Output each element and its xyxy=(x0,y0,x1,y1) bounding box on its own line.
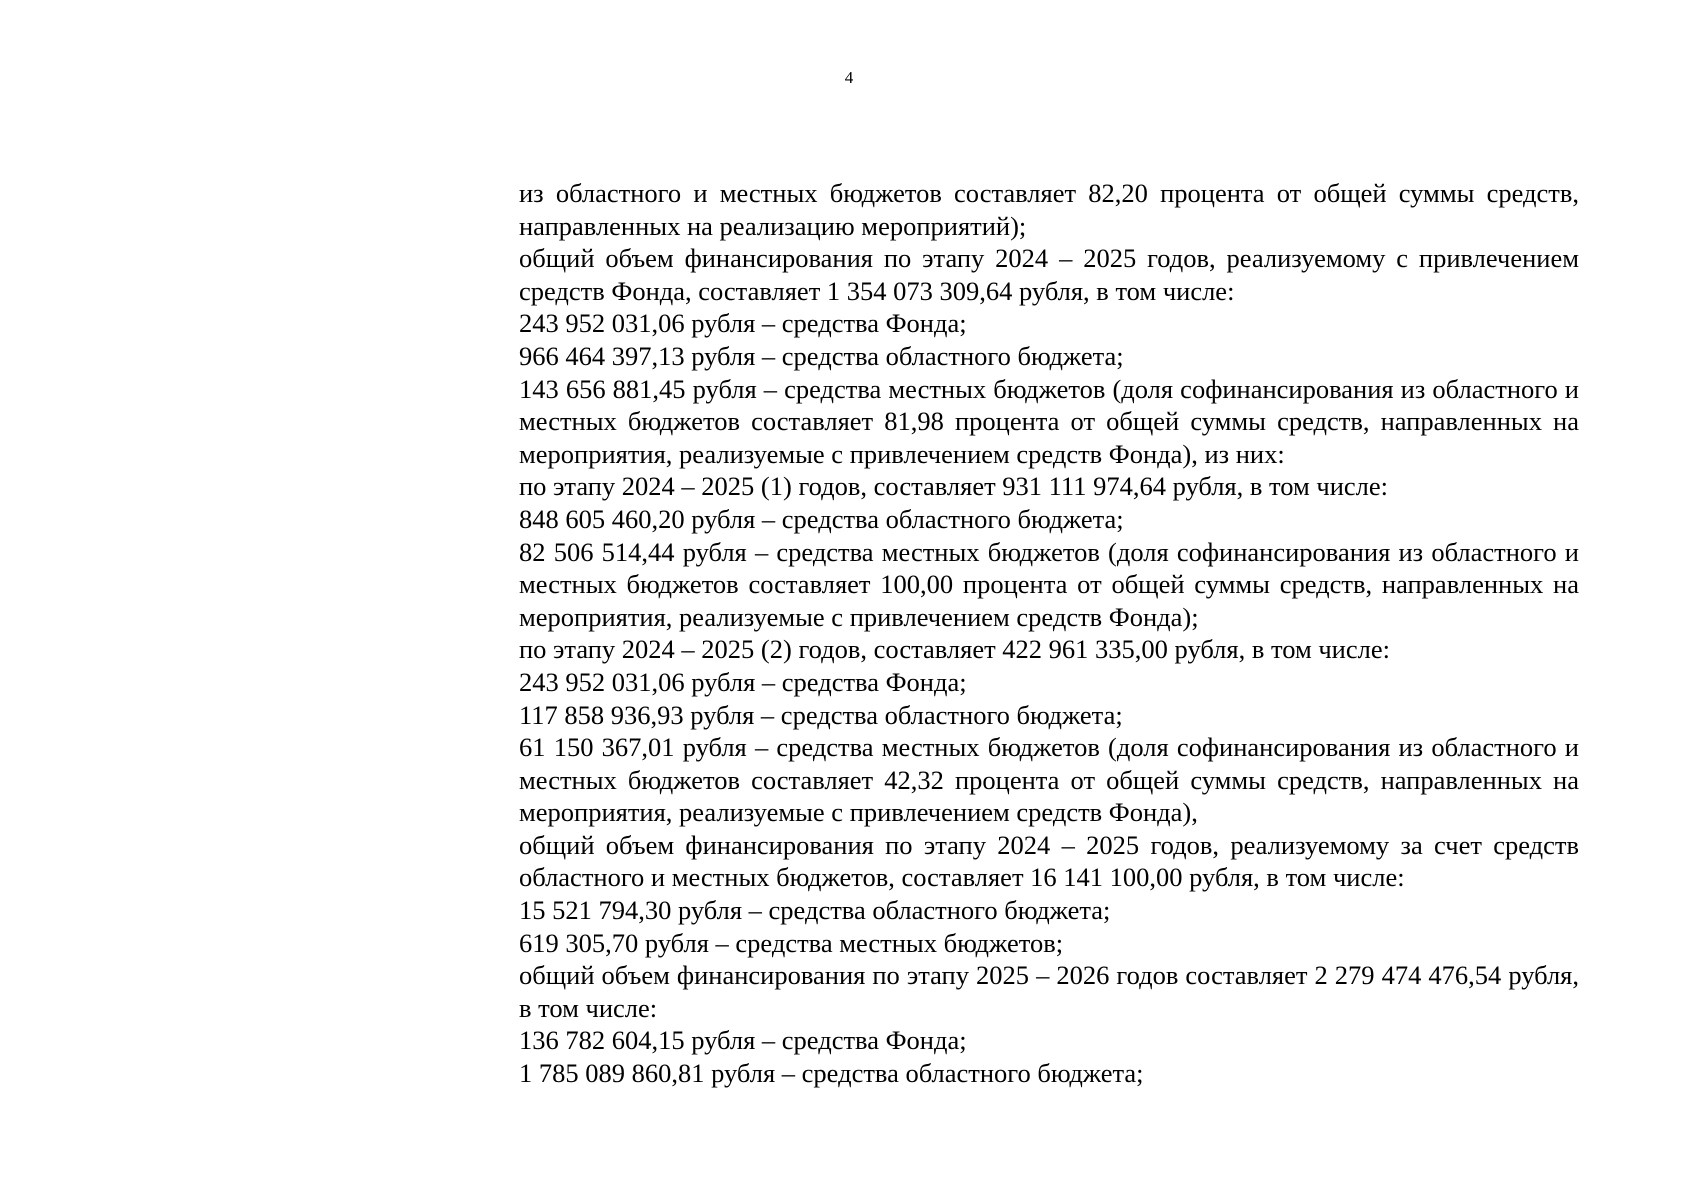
paragraph: 1 785 089 860,81 рубля – средства областного бюджета; xyxy=(519,1058,1144,1089)
paragraph: 136 782 604,15 рубля – средства Фонда; xyxy=(519,1025,967,1056)
paragraph: 82 506 514,44 рубля – средства местных бюджетов (доля софинансирования из областного и местных бюджетов составляет 100,00 процента от общей суммы средств, направленных на мероприятия, реализуемые с привлечением средств Фонда); xyxy=(519,536,1579,632)
paragraph: 61 150 367,01 рубля – средства местных бюджетов (доля софинансирования из областного и местных бюджетов составляет 42,32 процента от общей суммы средств, направленных на мероприятия, реализуемые с привлечением средств Фонда), xyxy=(519,732,1579,828)
paragraph: из областного и местных бюджетов составляет 82,20 процента от общей суммы средств, направленных на реализацию мероприятий); xyxy=(519,178,1579,241)
paragraph: 143 656 881,45 рубля – средства местных бюджетов (доля софинансирования из областного и местных бюджетов составляет 81,98 процента от общей суммы средств, направленных на мероприятия, реализуемые с привлечением средств Фонда), из них: xyxy=(519,373,1579,469)
paragraph: 848 605 460,20 рубля – средства областного бюджета; xyxy=(519,503,1124,534)
paragraph: 15 521 794,30 рубля – средства областного бюджета; xyxy=(519,895,1111,926)
paragraph: 966 464 397,13 рубля – средства областного бюджета; xyxy=(519,340,1124,371)
document-body xyxy=(519,177,1579,1090)
paragraph: общий объем финансирования по этапу 2025 – 2026 годов составляет 2 279 474 476,54 рубля, в том числе: xyxy=(519,960,1579,1023)
paragraph: общий объем финансирования по этапу 2024 – 2025 годов, реализуемому за счет средств областного и местных бюджетов, составляет 16 141 100,00 рубля, в том числе: xyxy=(519,829,1579,893)
page-number: 4 xyxy=(844,68,854,87)
paragraph: 619 305,70 рубля – средства местных бюджетов; xyxy=(519,927,1064,958)
paragraph: общий объем финансирования по этапу 2024 – 2025 годов, реализуемому с привлечением средств Фонда, составляет 1 354 073 309,64 рубля, в том числе: xyxy=(519,243,1579,306)
paragraph: по этапу 2024 – 2025 (1) годов, составляет 931 111 974,64 рубля, в том числе: xyxy=(519,471,1388,502)
paragraph: по этапу 2024 – 2025 (2) годов, составляет 422 961 335,00 рубля, в том числе: xyxy=(519,634,1390,665)
paragraph: 117 858 936,93 рубля – средства областного бюджета; xyxy=(519,699,1123,730)
paragraph: 243 952 031,06 рубля – средства Фонда; xyxy=(519,666,967,697)
paragraph: 243 952 031,06 рубля – средства Фонда; xyxy=(519,308,967,339)
